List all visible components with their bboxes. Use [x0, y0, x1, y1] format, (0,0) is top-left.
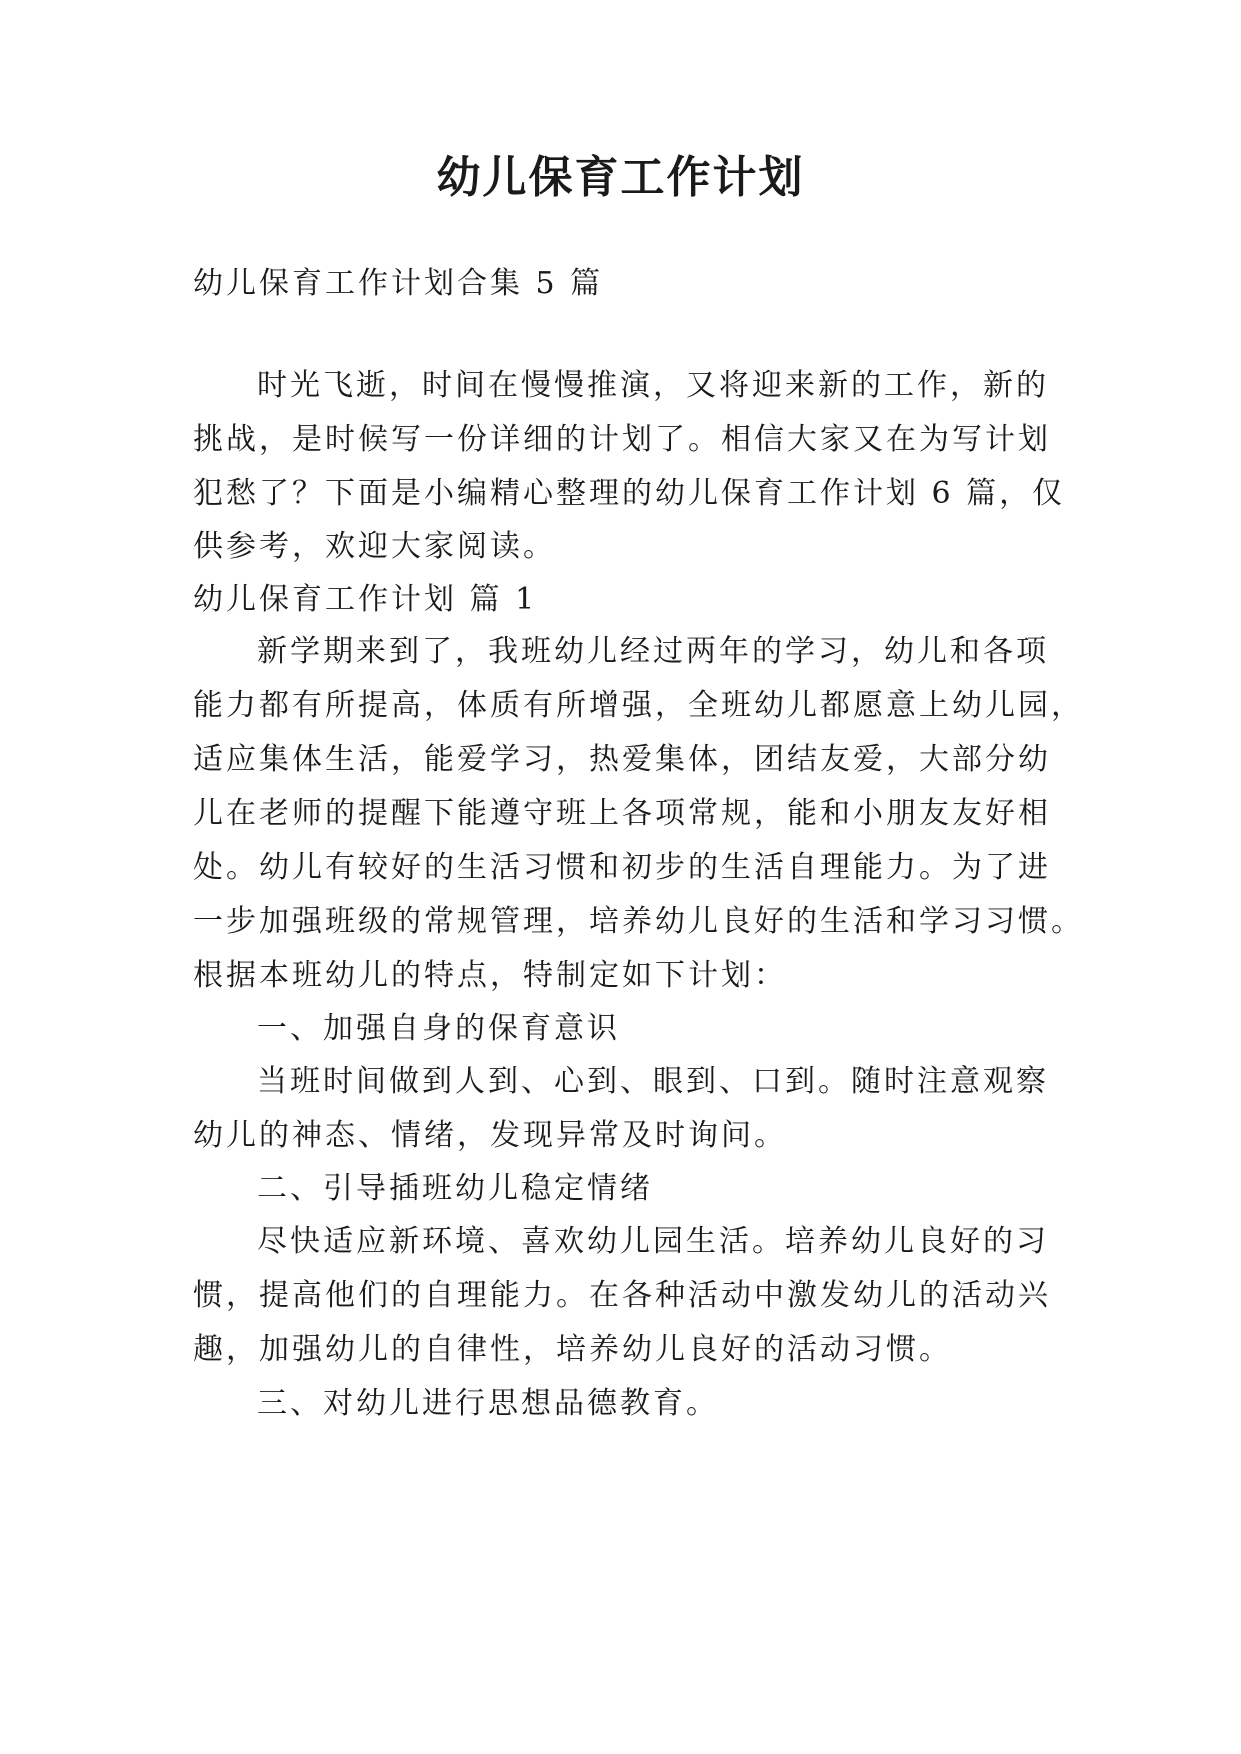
subheading-line: 二、引导插班幼儿稳定情绪	[257, 1171, 653, 1206]
text-line: 尽快适应新环境、喜欢幼儿园生活。培养幼儿良好的习	[257, 1224, 1049, 1259]
text-line: 一步加强班级的常规管理，培养幼儿良好的生活和学习习惯。	[193, 904, 1084, 939]
subheading-line: 一、加强自身的保育意识	[257, 1011, 620, 1046]
text-line: 幼儿的神态、情绪，发现异常及时询问。	[193, 1118, 787, 1153]
text-line: 时光飞逝，时间在慢慢推演，又将迎来新的工作，新的	[257, 368, 1049, 403]
section-heading: 幼儿保育工作计划 篇 1	[193, 582, 538, 617]
text-line: 惯，提高他们的自理能力。在各种活动中激发幼儿的活动兴	[193, 1278, 1051, 1313]
text-line: 处。幼儿有较好的生活习惯和初步的生活自理能力。为了进	[193, 850, 1051, 885]
text-line: 新学期来到了，我班幼儿经过两年的学习，幼儿和各项	[257, 634, 1049, 669]
text-line: 适应集体生活，能爱学习，热爱集体，团结友爱，大部分幼	[193, 742, 1051, 777]
text-line: 挑战，是时候写一份详细的计划了。相信大家又在为写计划	[193, 422, 1051, 457]
text-line: 犯愁了？下面是小编精心整理的幼儿保育工作计划 6 篇，仅	[193, 476, 1066, 511]
text-line: 能力都有所提高，体质有所增强，全班幼儿都愿意上幼儿园，	[193, 688, 1084, 723]
text-line: 趣，加强幼儿的自律性，培养幼儿良好的活动习惯。	[193, 1332, 952, 1367]
text-line: 供参考，欢迎大家阅读。	[193, 529, 556, 564]
text-line: 儿在老师的提醒下能遵守班上各项常规，能和小朋友友好相	[193, 796, 1051, 831]
subtitle-line: 幼儿保育工作计划合集 5 篇	[193, 266, 604, 301]
text-line: 当班时间做到人到、心到、眼到、口到。随时注意观察	[257, 1064, 1049, 1099]
text-line: 根据本班幼儿的特点，特制定如下计划：	[193, 958, 787, 993]
document-title: 幼儿保育工作计划	[436, 152, 805, 203]
subheading-line: 三、对幼儿进行思想品德教育。	[257, 1386, 719, 1421]
